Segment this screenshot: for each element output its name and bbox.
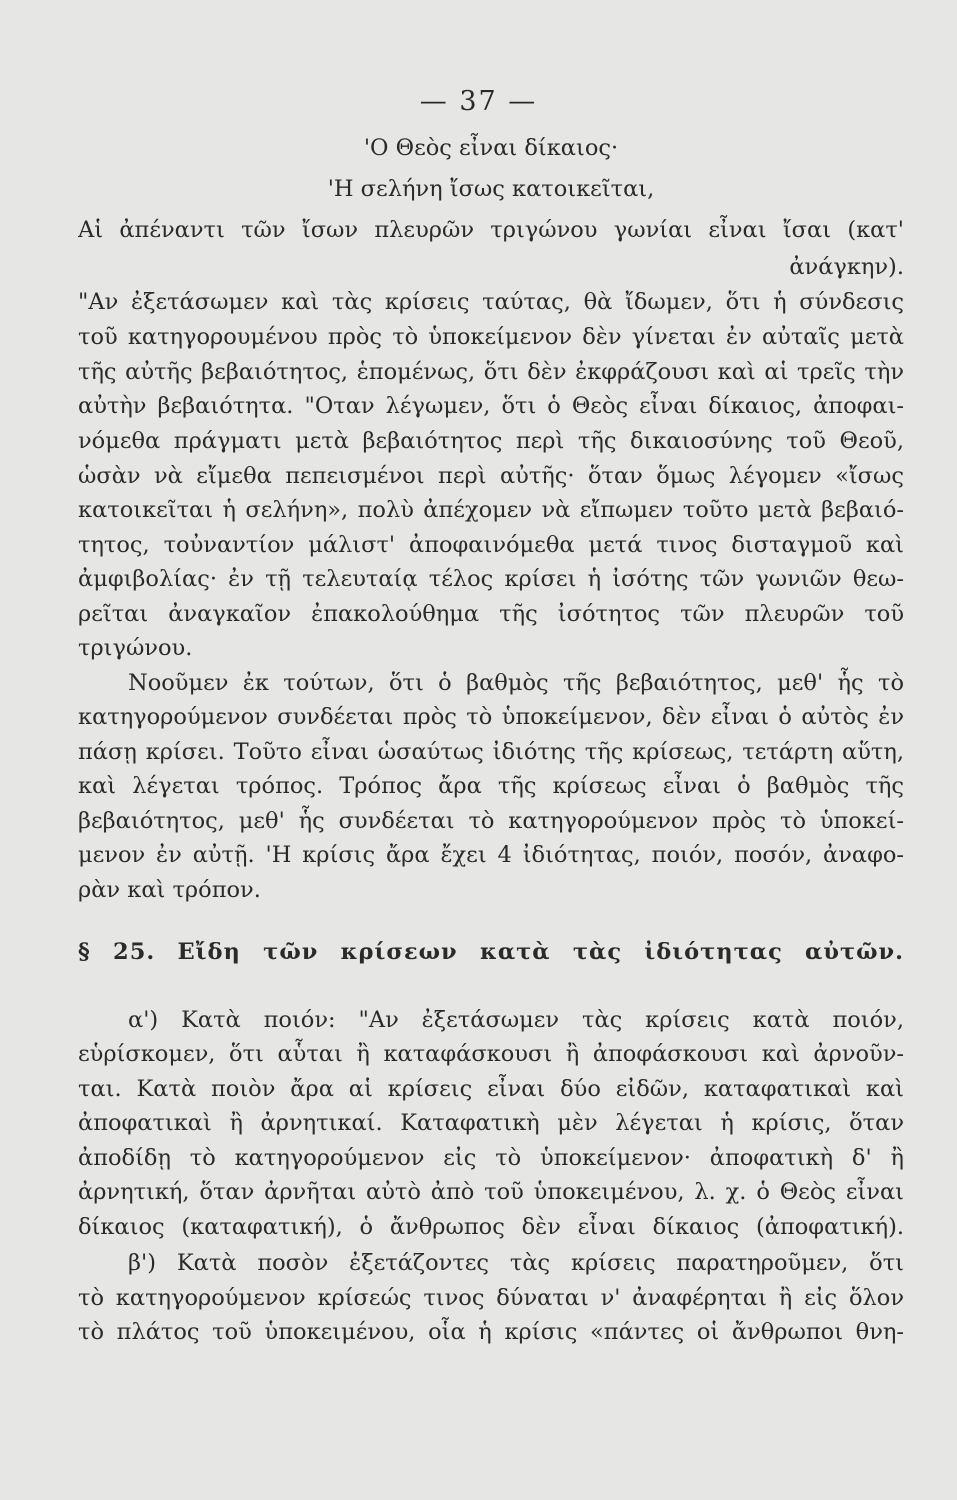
text-line: τὸ πλάτος τοῦ ὑποκειμένου, οἷα ἡ κρίσις «πάντες οἱ ἄνθρωποι θνη- (78, 1319, 904, 1345)
section-heading: § 25. Εἴδη τῶν κρίσεων κατὰ τὰς ἰδιότητας αὐτῶν. (78, 939, 904, 965)
text-line: τητος, τοὐναντίον μάλιστ' ἀποφαινόμεθα μετά τινος δισταγμοῦ καὶ (78, 532, 904, 558)
text-line: α') Κατὰ ποιόν: "Αν ἐξετάσωμεν τὰς κρίσεις κατὰ ποιόν, (128, 1007, 904, 1033)
text-line: ρεῖται ἀναγκαῖον ἐπακολούθημα τῆς ἰσότητος τῶν πλευρῶν τοῦ (78, 601, 904, 627)
text-line: τῆς αὐτῆς βεβαιότητος, ἑπομένως, ὅτι δὲν ἐκφράζουσι καὶ αἱ τρεῖς τὴν (78, 359, 904, 385)
text-line: τοῦ κατηγορουμένου πρὸς τὸ ὑποκείμενον δὲν γίνεται ἐν αὐταῖς μετὰ (78, 324, 904, 350)
text-line: ἀρνητική, ὅταν ἀρνῆται αὐτὸ ἀπὸ τοῦ ὑποκειμένου, λ. χ. ὁ Θεὸς εἶναι (78, 1179, 904, 1205)
text-line: βεβαιότητος, μεθ' ἧς συνδέεται τὸ κατηγορούμενον πρὸς τὸ ὑποκεί- (78, 808, 904, 834)
text-line: "Αν ἐξετάσωμεν καὶ τὰς κρίσεις ταύτας, θὰ ἴδωμεν, ὅτι ἡ σύνδεσις (78, 289, 904, 315)
text-line: ρὰν καὶ τρόπον. (78, 877, 261, 903)
text-line: 'Ο Θεὸς εἶναι δίκαιος· (363, 135, 619, 161)
text-line: Αἱ ἀπέναντι τῶν ἴσων πλευρῶν τριγώνου γωνίαι εἶναι ἴσαι (κατ' (78, 217, 904, 243)
text-line: ἀποδίδῃ τὸ κατηγορούμενον εἰς τὸ ὑποκείμενον· ἀποφατικὴ δ' ἢ (78, 1145, 904, 1171)
text-line: μενον ἐν αὐτῇ. 'Η κρίσις ἄρα ἔχει 4 ἰδιότητας, ποιόν, ποσόν, ἀναφο- (78, 842, 904, 868)
page-number: — 37 — (419, 86, 538, 117)
text-line: ἀνάγκην). (789, 254, 904, 280)
text-line: κατοικεῖται ἡ σελήνη», πολὺ ἀπέχομεν νὰ εἴπωμεν τοῦτο μετὰ βεβαιό- (78, 497, 904, 523)
text-line: εὑρίσκομεν, ὅτι αὗται ἢ καταφάσκουσι ἢ ἀποφάσκουσι καὶ ἀρνοῦν- (78, 1041, 904, 1067)
text-line: ἀποφατικαὶ ἢ ἀρνητικαί. Καταφατικὴ μὲν λέγεται ἡ κρίσις, ὅταν (78, 1110, 904, 1136)
text-line: νόμεθα πράγματι μετὰ βεβαιότητος περὶ τῆς δικαιοσύνης τοῦ Θεοῦ, (78, 428, 904, 454)
text-line: β') Κατὰ ποσὸν ἐξετάζοντες τὰς κρίσεις παρατηροῦμεν, ὅτι (128, 1250, 904, 1276)
text-line: καὶ λέγεται τρόπος. Τρόπος ἄρα τῆς κρίσεως εἶναι ὁ βαθμὸς τῆς (78, 773, 904, 799)
text-line: αὐτὴν βεβαιότητα. "Οταν λέγωμεν, ὅτι ὁ Θεὸς εἶναι δίκαιος, ἀποφαι- (78, 393, 904, 419)
text-line: κατηγορούμενον συνδέεται πρὸς τὸ ὑποκείμενον, δὲν εἶναι ὁ αὐτὸς ἐν (78, 704, 904, 730)
text-line: ἀμφιβολίας· ἐν τῇ τελευταίᾳ τέλος κρίσει ἡ ἰσότης τῶν γωνιῶν θεω- (78, 566, 904, 592)
text-line: τριγώνου. (78, 635, 193, 661)
text-line: δίκαιος (καταφατική), ὁ ἄνθρωπος δὲν εἶναι δίκαιος (ἀποφατική). (78, 1214, 904, 1240)
text-line: ὡσὰν νὰ εἴμεθα πεπεισμένοι περὶ αὐτῆς· ὅταν ὅμως λέγομεν «ἴσως (78, 463, 904, 489)
text-line: τὸ κατηγορούμενον κρίσεώς τινος δύναται ν' ἀναφέρηται ἢ εἰς ὅλον (78, 1285, 904, 1311)
text-line: πάσῃ κρίσει. Τοῦτο εἶναι ὡσαύτως ἰδιότης τῆς κρίσεως, τετάρτη αὕτη, (78, 739, 904, 765)
text-line: ται. Κατὰ ποιὸν ἄρα αἱ κρίσεις εἶναι δύο εἰδῶν, καταφατικαὶ καὶ (78, 1076, 904, 1102)
text-line: 'Η σελήνη ἴσως κατοικεῖται, (327, 176, 655, 202)
text-line: Νοοῦμεν ἐκ τούτων, ὅτι ὁ βαθμὸς τῆς βεβαιότητος, μεθ' ἧς τὸ (128, 670, 904, 696)
